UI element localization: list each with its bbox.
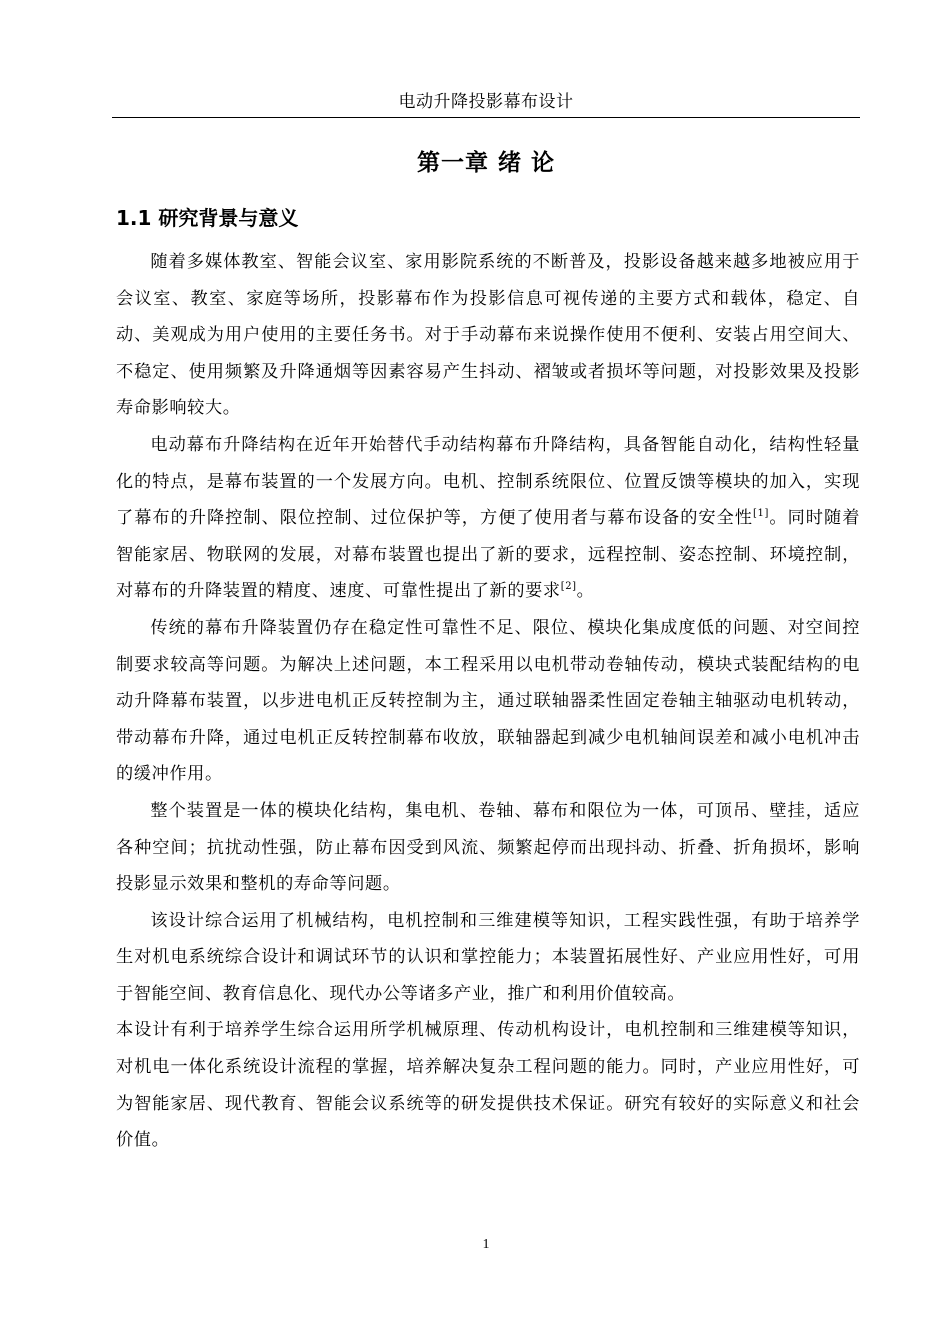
paragraph-5: 该设计综合运用了机械结构，电机控制和三维建模等知识，工程实践性强，有助于培养学生对机电系统综合设计和调试环节的认识和掌控能力；本装置拓展性好、产业应用性好，可用于智能空间、教育信息化、现代办公等诸多产业，推广和利用价值较高。 (116, 910, 860, 1004)
paragraph-2 (116, 427, 860, 610)
running-header: 电动升降投影幕布设计 (398, 92, 574, 112)
chapter-title: 第一章 绪 论 (416, 150, 555, 176)
paragraph-6: 本设计有利于培养学生综合运用所学机械原理、传动机构设计，电机控制和三维建模等知识，对机电一体化系统设计流程的掌握，培养解决复杂工程问题的能力。同时，产业应用性好，可为智能家居、现代教育、智能会议系统等的研发提供技术保证。研究有较好的实际意义和社会价值。 (116, 1020, 860, 1151)
header-rule (112, 117, 860, 118)
paragraph-3: 传统的幕布升降装置仍存在稳定性可靠性不足、限位、模块化集成度低的问题、对空间控制要求较高等问题。为解决上述问题，本工程采用以电机带动卷轴传动，模块式装配结构的电动升降幕布装置，以步进电机正反转控制为主，通过联轴器柔性固定卷轴主轴驱动电机转动，带动幕布升降，通过电机正反转控制幕布收放，联轴器起到减少电机轴间误差和减小电机冲击的缓冲作用。 (116, 617, 860, 785)
citation-1: [1] (753, 508, 769, 520)
page-number: 1 (482, 1237, 490, 1252)
citation-2: [2] (560, 581, 577, 593)
paragraph-2-text-b: 。同时随着智能家居、物联网的发展，对幕布装置也提出了新的要求，远程控制、姿态控制、环境控制，对幕布的升降装置的精度、速度、可靠性提出了新的要求 (116, 508, 860, 602)
paragraph-2-text-a: 电动幕布升降结构在近年开始替代手动结构幕布升降结构，具备智能自动化，结构性轻量化的特点，是幕布装置的一个发展方向。电机、控制系统限位、位置反馈等模块的加入，实现了幕布的升降控制、限位控制、过位保护等，方便了使用者与幕布设备的安全性 (116, 434, 860, 529)
body-text (116, 244, 860, 1159)
section-heading: 1.1 研究背景与意义 (116, 206, 299, 230)
paragraph-2-text-c: 。 (576, 581, 595, 602)
paragraph-4: 整个装置是一体的模块化结构，集电机、卷轴、幕布和限位为一体，可顶吊、壁挂，适应各种空间；抗扰动性强，防止幕布因受到风流、频繁起停而出现抖动、折叠、折角损坏，影响投影显示效果和整机的寿命等问题。 (116, 800, 860, 895)
paragraph-1: 随着多媒体教室、智能会议室、家用影院系统的不断普及，投影设备越来越多地被应用于会议室、教室、家庭等场所，投影幕布作为投影信息可视传递的主要方式和载体，稳定、自动、美观成为用户使用的主要任务书。对于手动幕布来说操作使用不便利、安装占用空间大、不稳定、使用频繁及升降通烟等因素容易产生抖动、褶皱或者损坏等问题，对投影效果及投影寿命影响较大。 (116, 252, 860, 419)
